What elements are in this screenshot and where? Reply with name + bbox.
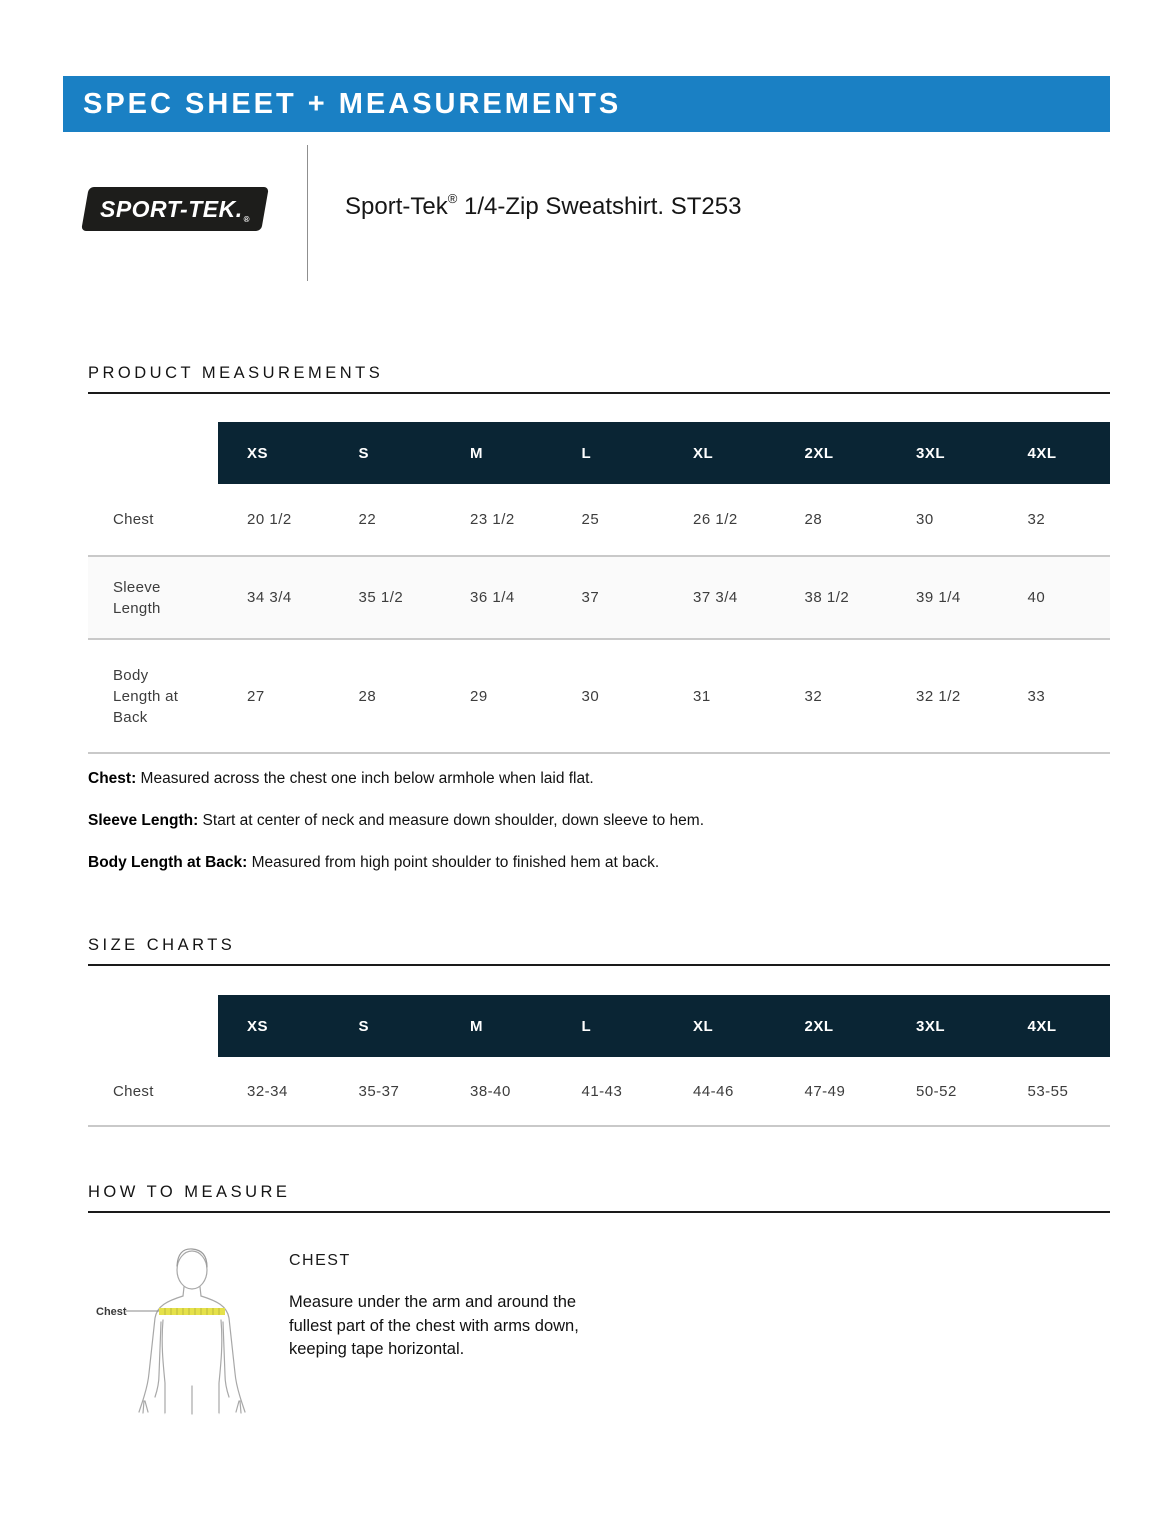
cell-value: 25 <box>581 511 600 528</box>
row-label: Sleeve Length <box>113 578 161 617</box>
cell-value: 27 <box>247 687 265 705</box>
cell-value: 22 <box>358 511 377 528</box>
row-label: Body Length at Back <box>113 666 179 726</box>
note-text: Measured across the chest one inch below armhole when laid flat. <box>136 770 594 787</box>
size-header: XS <box>247 1017 269 1035</box>
cell-value: 26 1/2 <box>693 511 738 528</box>
cell-value: 37 <box>581 589 600 606</box>
banner <box>63 76 1110 132</box>
table-row-chest-range <box>88 1057 1110 1127</box>
cell-value: 28 <box>804 511 823 528</box>
product-name-rest: 1/4-Zip Sweatshirt. ST253 <box>457 193 742 220</box>
size-header: XS <box>247 444 269 462</box>
cell-value: 38 1/2 <box>804 589 850 606</box>
cell-value: 32 1/2 <box>916 687 961 705</box>
logo-text <box>85 187 265 231</box>
cell-value: 32 <box>804 687 823 705</box>
measurement-notes <box>88 769 1088 895</box>
cell-value: 47-49 <box>804 1082 846 1100</box>
size-header: 4XL <box>1027 1017 1057 1035</box>
cell-value: 37 3/4 <box>693 589 738 606</box>
size-header: L <box>581 1017 592 1035</box>
note-chest <box>88 769 1088 789</box>
size-header: S <box>358 1017 370 1035</box>
size-header: XL <box>693 1017 714 1035</box>
cell-value: 40 <box>1027 589 1046 606</box>
cell-value: 30 <box>916 511 934 528</box>
product-brand-name: Sport-Tek <box>345 193 448 220</box>
note-term: Chest: <box>88 770 137 787</box>
note-sleeve-length <box>88 811 1088 831</box>
size-header-row <box>88 995 1110 1057</box>
product-measurements-table <box>88 422 1110 754</box>
body-measurement-figure <box>95 1243 265 1420</box>
cell-value: 50-52 <box>916 1082 957 1100</box>
note-body-length <box>88 853 1088 873</box>
note-term: Sleeve Length: <box>88 812 199 829</box>
cell-value: 44-46 <box>693 1082 734 1100</box>
product-registered-mark: ® <box>447 191 458 206</box>
torso-outline-illustration <box>95 1243 265 1415</box>
cell-value: 31 <box>693 687 711 705</box>
cell-value: 39 1/4 <box>916 589 961 606</box>
sport-tek-logo <box>85 187 265 231</box>
banner-title: SPEC SHEET + MEASUREMENTS <box>83 87 622 120</box>
figure-chest-label: Chest <box>96 1306 127 1318</box>
cell-value: 23 1/2 <box>470 511 515 528</box>
size-header: 2XL <box>804 1017 834 1035</box>
note-text: Measured from high point shoulder to finished hem at back. <box>247 854 660 871</box>
size-charts-title: SIZE CHARTS <box>88 936 1110 966</box>
size-header: M <box>470 1017 483 1035</box>
cell-value: 30 <box>581 687 600 705</box>
cell-value: 33 <box>1027 687 1046 705</box>
row-label: Chest <box>113 511 154 528</box>
tape-measure <box>159 1308 225 1315</box>
cell-value: 28 <box>358 687 377 705</box>
cell-value: 32-34 <box>247 1082 288 1100</box>
cell-value: 41-43 <box>581 1082 623 1100</box>
size-header: 2XL <box>804 444 834 462</box>
size-header-row <box>88 422 1110 484</box>
size-header: S <box>358 444 370 462</box>
cell-value: 38-40 <box>470 1082 511 1100</box>
cell-value: 35-37 <box>358 1082 400 1100</box>
cell-value: 29 <box>470 687 488 705</box>
note-text: Start at center of neck and measure down shoulder, down sleeve to hem. <box>198 812 705 829</box>
size-header: M <box>470 444 483 462</box>
cell-value: 20 1/2 <box>247 511 292 528</box>
cell-value: 34 3/4 <box>247 589 292 606</box>
table-row-chest <box>88 484 1110 555</box>
header-divider <box>307 145 308 281</box>
product-title <box>345 193 741 221</box>
cell-value: 53-55 <box>1027 1082 1069 1100</box>
size-charts-table <box>88 995 1110 1127</box>
size-header: XL <box>693 444 714 462</box>
cell-value: 35 1/2 <box>358 589 404 606</box>
how-to-measure-title: HOW TO MEASURE <box>88 1183 1110 1213</box>
logo-registered-mark: ® <box>243 215 250 224</box>
table-row-body-length <box>88 640 1110 754</box>
product-measurements-title: PRODUCT MEASUREMENTS <box>88 364 1110 394</box>
cell-value: 32 <box>1027 511 1046 528</box>
logo-wordmark: SPORT-TEK. <box>99 195 243 222</box>
size-header: 3XL <box>916 1017 946 1035</box>
how-to-measure-item-text: Measure under the arm and around the fullest part of the chest with arms down, keeping tape horizontal. <box>289 1293 579 1358</box>
row-label: Chest <box>113 1082 154 1100</box>
cell-value: 36 1/4 <box>470 589 515 606</box>
table-row-sleeve-length <box>88 555 1110 640</box>
size-header: L <box>581 444 592 462</box>
how-to-measure-item-title: CHEST <box>289 1252 351 1269</box>
size-header: 3XL <box>916 444 946 462</box>
note-term: Body Length at Back: <box>88 854 248 871</box>
size-header: 4XL <box>1027 444 1057 462</box>
